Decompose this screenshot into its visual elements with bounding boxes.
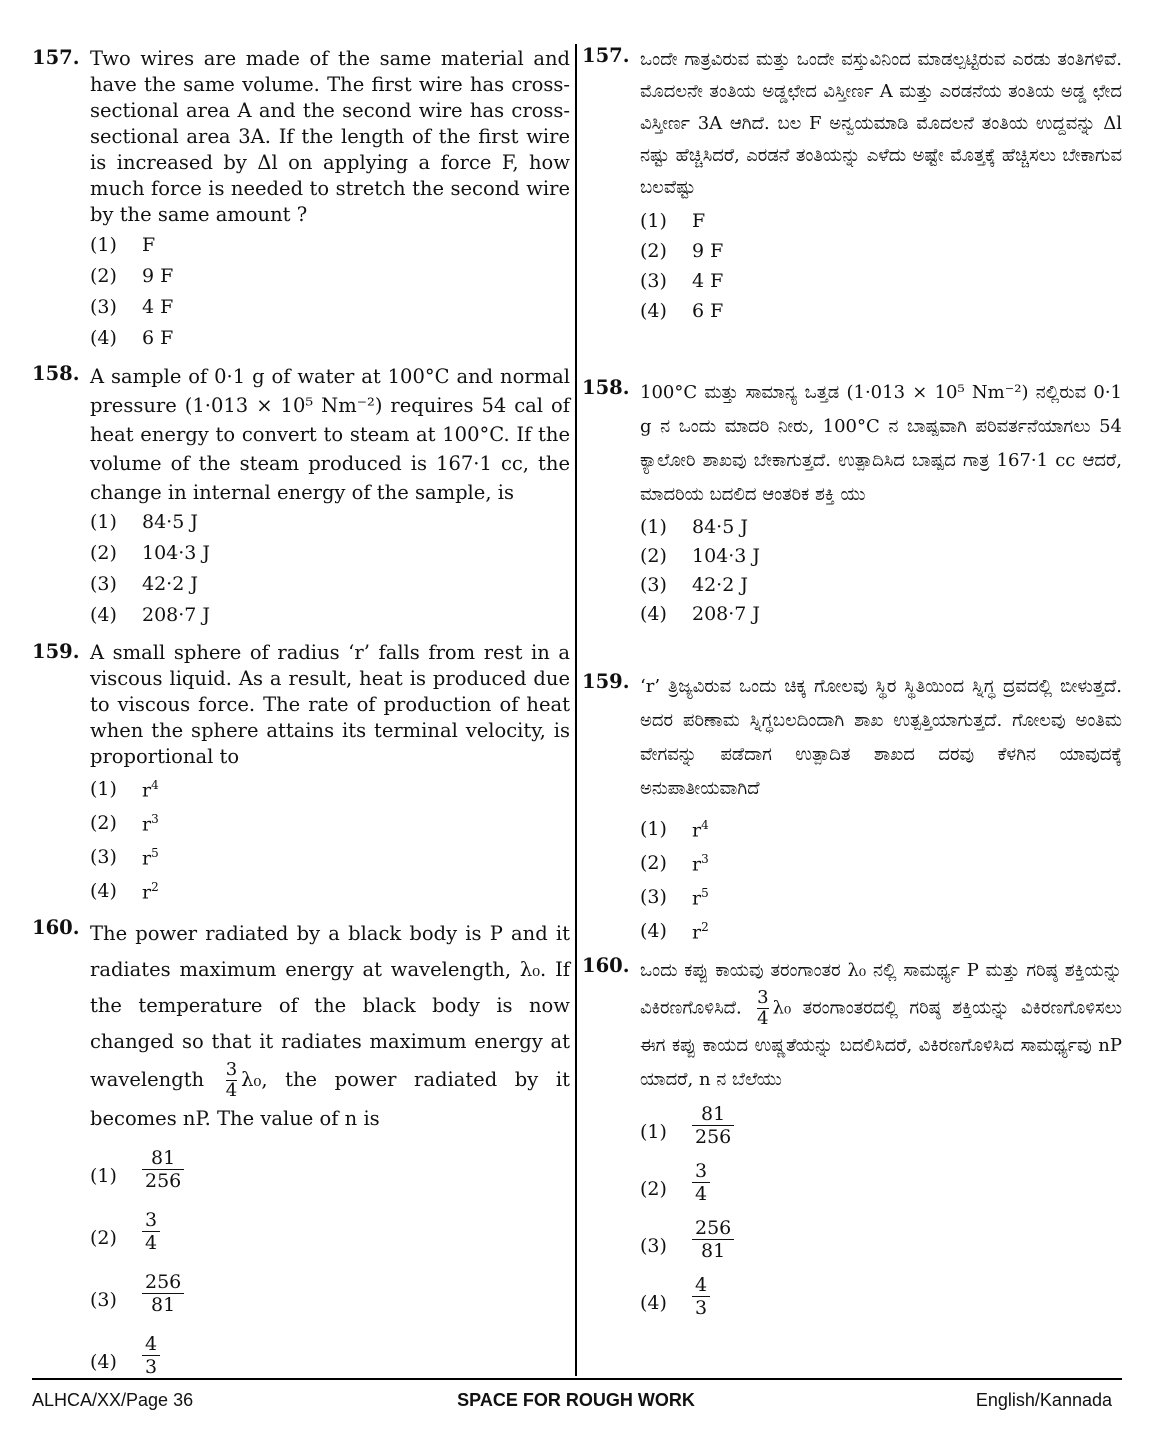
option-1[interactable]: (1) $\frac{81}{256}$ <box>90 1147 570 1209</box>
question-text: 100°C ಮತ್ತು ಸಾಮಾನ್ಯ ಒತ್ತಡ (1·013 × 10⁵ Nm⁻²) ನಲ್ಲಿರುವ 0·1 g ನ ಒಂದು ಮಾದರಿ ನೀರು, 100°C ನ ಬಾಷ್ಪವಾಗಿ ಪರಿವರ್ತನೆಯಾಗಲು 54 ಕ್ಯಾಲೋರಿ ಶಾಖವು ಬೇಕಾಗುತ್ತದೆ. ಉತ್ಪಾದಿಸಿದ ಬಾಷ್ಪದ ಗಾತ್ರ 167·1 cc ಆದರೆ, ಮಾದರಿಯ ಬದಲಿದ ಆಂತರಿಕ ಶಕ್ತಿ ಯು <box>640 382 1122 505</box>
option-1[interactable]: (1) F <box>640 210 706 232</box>
options-list <box>90 234 570 358</box>
option-1[interactable]: (1) F <box>90 234 156 256</box>
options-list <box>640 210 1122 330</box>
option-2[interactable]: (2) $\frac{3}{4}$ <box>90 1209 570 1271</box>
question-number: 157. <box>582 44 630 67</box>
option-2[interactable]: (2) 9 F <box>640 240 724 262</box>
option-2[interactable]: (2) $r^3$ <box>640 852 709 876</box>
option-4[interactable]: (4) 208·7 J <box>640 603 761 625</box>
option-3[interactable]: (3) $r^5$ <box>640 886 709 910</box>
option-2[interactable]: (2) 9 F <box>90 265 174 287</box>
option-1[interactable]: (1) $r^4$ <box>90 778 159 802</box>
option-1[interactable]: (1) $r^4$ <box>640 818 709 842</box>
option-4[interactable]: (4) 208·7 J <box>90 604 211 626</box>
question-text: ‘r’ ತ್ರಿಜ್ಯವಿರುವ ಒಂದು ಚಿಕ್ಕ ಗೋಲವು ಸ್ಥಿರ ಸ್ಥಿತಿಯಿಂದ ಸ್ನಿಗ್ಧ ದ್ರವದಲ್ಲಿ ಬೀಳುತ್ತದೆ. ಅದರ ಪರಿಣಾಮ ಸ್ನಿಗ್ಧಬಲದಿಂದಾಗಿ ಶಾಖ ಉತ್ಪತ್ತಿಯಾಗುತ್ತದೆ. ಗೋಲವು ಅಂತಿಮ ವೇಗವನ್ನು ಪಡೆದಾಗ ಉತ್ಪಾದಿತ ಶಾಖದ ದರವು ಕೆಳಗಿನ ಯಾವುದಕ್ಕೆ ಅನುಪಾತೀಯವಾಗಿದೆ <box>640 676 1122 799</box>
column-divider <box>575 44 577 1376</box>
option-3[interactable]: (3) 42·2 J <box>90 573 198 595</box>
options-list <box>90 511 570 635</box>
question-text: A sample of 0·1 g of water at 100°C and normal pressure (1·013 × 10⁵ Nm⁻²) requires 54 cal of heat energy to convert to steam at 100°C. If the volume of the steam produced is 167·1 cc, the change in internal energy of the sample, is <box>90 365 570 504</box>
question-157-kn <box>582 44 1122 330</box>
options-list <box>640 818 1122 954</box>
question-number: 159. <box>582 670 630 693</box>
options-list <box>90 1147 570 1395</box>
question-159-en <box>32 640 570 914</box>
option-3[interactable]: (3) $\frac{256}{81}$ <box>640 1217 1122 1274</box>
option-2[interactable]: (2) $\frac{3}{4}$ <box>640 1160 1122 1217</box>
question-number: 158. <box>582 376 630 399</box>
option-2[interactable]: (2) 104·3 J <box>640 545 761 567</box>
question-number: 158. <box>32 362 80 385</box>
option-4[interactable]: (4) 6 F <box>90 327 174 349</box>
option-3[interactable]: (3) 4 F <box>90 296 174 318</box>
option-4[interactable]: (4) $\frac{4}{3}$ <box>90 1333 570 1395</box>
question-160-kn <box>582 954 1122 1331</box>
inline-fraction: $\frac{3}{4}$ <box>757 987 769 1029</box>
options-list <box>640 1103 1122 1331</box>
question-number: 160. <box>32 916 80 939</box>
question-157-en <box>32 46 570 358</box>
options-list <box>90 778 570 914</box>
question-text: ಒಂದು ಕಪ್ಪು ಕಾಯವು ತರಂಗಾಂತರ λ₀ ನಲ್ಲಿ ಸಾಮರ್ಥ್ಯ P ಮತ್ತು ಗರಿಷ್ಠ ಶಕ್ತಿಯನ್ನು ವಿಕಿರಣಗೊಳಿಸಿದೆ. $\frac{3}{4} \lambda_0$ ತರಂಗಾಂತರದಲ್ಲಿ ಗರಿಷ್ಠ ಶಕ್ತಿಯನ್ನು ವಿಕಿರಣಗೊಳಿಸಲು ಈಗ ಕಪ್ಪು ಕಾಯದ ಉಷ್ಣತೆಯನ್ನು ಬದಲಿಸಿದರೆ, ವಿಕಿರಣಗೊಳಿಸಿದ ಸಾಮರ್ಥ್ಯವು nP ಯಾದರೆ, n ನ ಬೆಲೆಯು <box>640 960 1122 1090</box>
question-160-en <box>32 916 570 1395</box>
option-3[interactable]: (3) 4 F <box>640 270 724 292</box>
option-3[interactable]: (3) $\frac{256}{81}$ <box>90 1271 570 1333</box>
question-text: The power radiated by a black body is P and it radiates maximum energy at wavelength, λ₀. If the temperature of the black body is now changed so that it radiates maximum energy at wavelength $\frac{3}{4} \lambda_0$, the power radiated by it becomes nP. The value of n is <box>90 922 570 1130</box>
question-number: 160. <box>582 954 630 977</box>
footer-rule <box>32 1378 1122 1380</box>
options-list <box>640 516 1122 632</box>
question-text: A small sphere of radius ‘r’ falls from rest in a viscous liquid. As a result, heat is produced due to viscous force. The rate of production of heat when the sphere attains its terminal velocity, is proportional to <box>90 641 570 768</box>
option-2[interactable]: (2) $r^3$ <box>90 812 159 836</box>
option-4[interactable]: (4) $r^2$ <box>640 920 709 944</box>
option-3[interactable]: (3) $r^5$ <box>90 846 159 870</box>
option-2[interactable]: (2) 104·3 J <box>90 542 211 564</box>
question-158-en <box>32 362 570 635</box>
question-text: ಒಂದೇ ಗಾತ್ರವಿರುವ ಮತ್ತು ಒಂದೇ ವಸ್ತುವಿನಿಂದ ಮಾಡಲ್ಪಟ್ಟಿರುವ ಎರಡು ತಂತಿಗಳಿವೆ. ಮೊದಲನೇ ತಂತಿಯ ಅಡ್ಡಛೇದ ವಿಸ್ತೀರ್ಣ A ಮತ್ತು ಎರಡನೆಯ ತಂತಿಯ ಅಡ್ಡ ಛೇದ ವಿಸ್ತೀರ್ಣ 3A ಆಗಿದೆ. ಬಲ F ಅನ್ವಯಮಾಡಿ ಮೊದಲನೆ ತಂತಿಯ ಉದ್ದವನ್ನು Δl ನಷ್ಟು ಹೆಚ್ಚಿಸಿದರೆ, ಎರಡನೆ ತಂತಿಯನ್ನು ಎಳೆದು ಅಷ್ಟೇ ಮೊತ್ತಕ್ಕೆ ಹೆಚ್ಚಿಸಲು ಬೇಕಾಗುವ ಬಲವೆಷ್ಟು <box>640 49 1122 198</box>
option-4[interactable]: (4) $\frac{4}{3}$ <box>640 1274 1122 1331</box>
question-158-kn <box>582 376 1122 632</box>
language-label: English/Kannada <box>975 1390 1112 1410</box>
option-1[interactable]: (1) 84·5 J <box>90 511 198 533</box>
option-3[interactable]: (3) 42·2 J <box>640 574 748 596</box>
option-4[interactable]: (4) 6 F <box>640 300 724 322</box>
page-code: ALHCA/XX/Page 36 <box>32 1390 194 1410</box>
question-number: 159. <box>32 640 80 663</box>
question-number: 157. <box>32 46 80 69</box>
option-1[interactable]: (1) $\frac{81}{256}$ <box>640 1103 1122 1160</box>
question-159-kn <box>582 670 1122 954</box>
option-4[interactable]: (4) $r^2$ <box>90 880 159 904</box>
option-1[interactable]: (1) 84·5 J <box>640 516 748 538</box>
rough-work-label: SPACE FOR ROUGH WORK <box>457 1390 695 1410</box>
inline-fraction: $\frac{3}{4}$ <box>225 1059 238 1101</box>
question-text: Two wires are made of the same material and have the same volume. The first wire has cross-sectional area A and the second wire has cross-sectional area 3A. If the length of the first wire is increased by Δl on applying a force F, how much force is needed to stretch the second wire by the same amount ? <box>90 47 570 226</box>
